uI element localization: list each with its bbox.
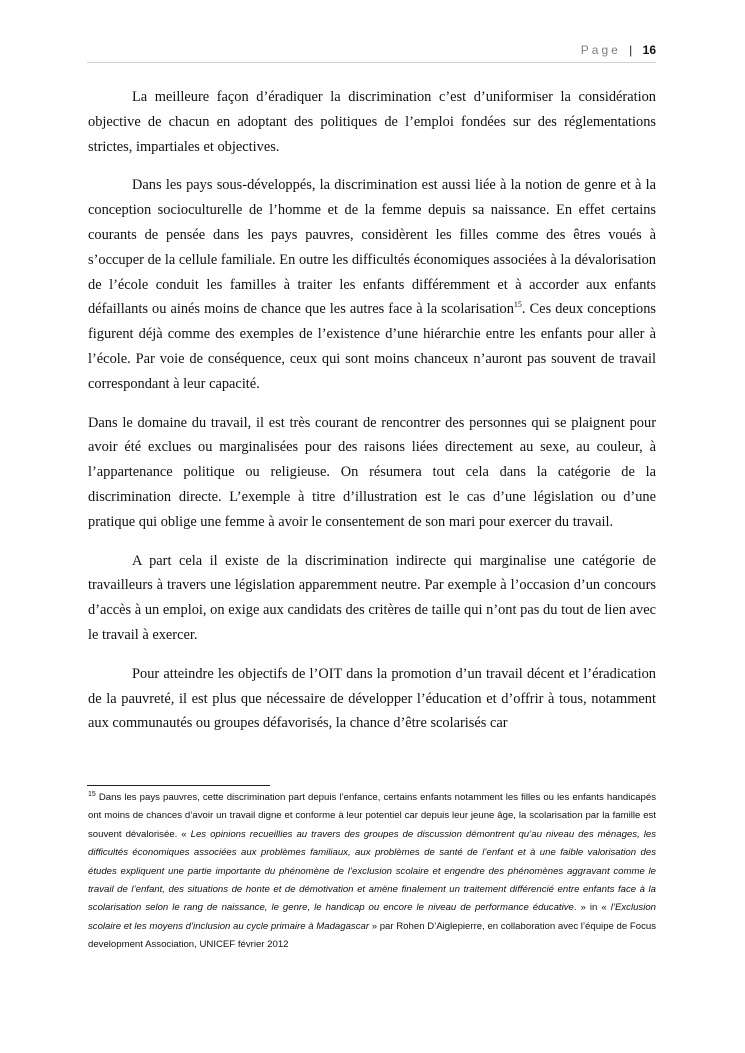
paragraph-2-text-a: Dans les pays sous-développés, la discrimination est aussi liée à la notion de genre et à la conception socioculturelle de l’homme et de la femme depuis sa naissance. En effet certains courants de pensée dans les pays pauvres, considèrent les filles comme des êtres voués à s’occuper de la cellule familiale. En outre les difficultés économiques associées à la dévalorisation de l’école conduit les familles à traiter les enfants différemment et à accorder aux enfants défaillants ou ainés moins de chance que les autres face à la scolarisation bbox=[88, 177, 656, 318]
footnote-lead: Dans les pays pauvres, cette discrimination part depuis l’enfance, certains enfants notamment les filles ou les enfants handicapés ont moins de chances d’avoir un travail digne et conforme à leur potentiel car depuis leur jeune âge, la scolarisation par la famille est souvent dévalorisée. « bbox=[88, 792, 656, 840]
paragraph-4: A part cela il existe de la discrimination indirecte qui marginalise une catégorie de travailleurs à travers une législation apparemment neutre. Par exemple à l’occasion d’un concours d’accès à un emploi, on exige aux candidats des critères de taille qui n’ont pas du tout de lien avec le travail à exercer. bbox=[88, 552, 656, 643]
header-divider bbox=[87, 62, 656, 63]
page-separator: | bbox=[629, 43, 633, 57]
page-number: 16 bbox=[642, 43, 656, 57]
paragraph-2-text-b: . Ces deux conceptions figurent déjà comme des exemples de l’existence d’une hiérarchie entre les enfants pour aller à l’école. Par voie de conséquence, ceux qui sont moins chanceux n’auront pas souvent de travail correspondant à leur capacité. bbox=[88, 301, 656, 392]
footnote-ref-15[interactable]: 15 bbox=[513, 300, 522, 310]
footnote-15 bbox=[88, 789, 656, 955]
page-header bbox=[581, 43, 656, 57]
footnote-quote: Les opinions recueillies au travers des groupes de discussion démontrent qu’au niveau des ménages, les difficultés économiques associées aux problèmes familiaux, aux problèmes de santé de l’enfant et à une faible valorisation des études expliquent une partie importante du phénomène de l’exclusion scolaire et engendre des phénomènes aggravant comme le travail de l’enfant, des situations de honte et de démotivation et amène finalement un traitement différencié entre enfants face à la scolarisation selon le rang de naissance, le genre, le handicap ou encore le niveau de performance éducative bbox=[88, 828, 656, 914]
footnote-divider bbox=[87, 785, 270, 786]
footnote-tail: » par Rohen D’Aiglepierre, en collaboration avec l’équipe de Focus development Association, UNICEF février 2012 bbox=[88, 920, 656, 951]
footnote-title: l’Exclusion scolaire et les moyens d’inclusion au cycle primaire à Madagascar bbox=[88, 902, 657, 932]
paragraph-1: La meilleure façon d’éradiquer la discrimination c’est d’uniformiser la considération objective de chacun en adoptant des politiques de l’emploi fondées sur des réglementations strictes, impartiales et objectives. bbox=[88, 89, 656, 155]
paragraph-2 bbox=[88, 173, 656, 396]
paragraph-5: Pour atteindre les objectifs de l’OIT dans la promotion d’un travail décent et l’éradication de la pauvreté, il est plus que nécessaire de développer l’éducation et d’offrir à tous, notamment aux communautés ou groupes défavorisés, la chance d’être scolarisés car bbox=[88, 665, 656, 732]
main-text bbox=[88, 85, 656, 750]
paragraph-3: Dans le domaine du travail, il est très courant de rencontrer des personnes qui se plaignent pour avoir été exclues ou marginalisées pour des raisons liées directement au sexe, au couleur, à l’appartenance politique ou religieuse. On résumera tout cela dans la catégorie de la discrimination directe. L’exemple à titre d’illustration est le cas d’une législation ou d’une pratique qui oblige une femme à avoir le consentement de son mari pour exercer du travail. bbox=[88, 414, 656, 530]
footnote-mid: . » in « bbox=[573, 902, 611, 914]
footnote-mark: 15 bbox=[88, 790, 96, 798]
page-label: Page bbox=[580, 43, 621, 57]
